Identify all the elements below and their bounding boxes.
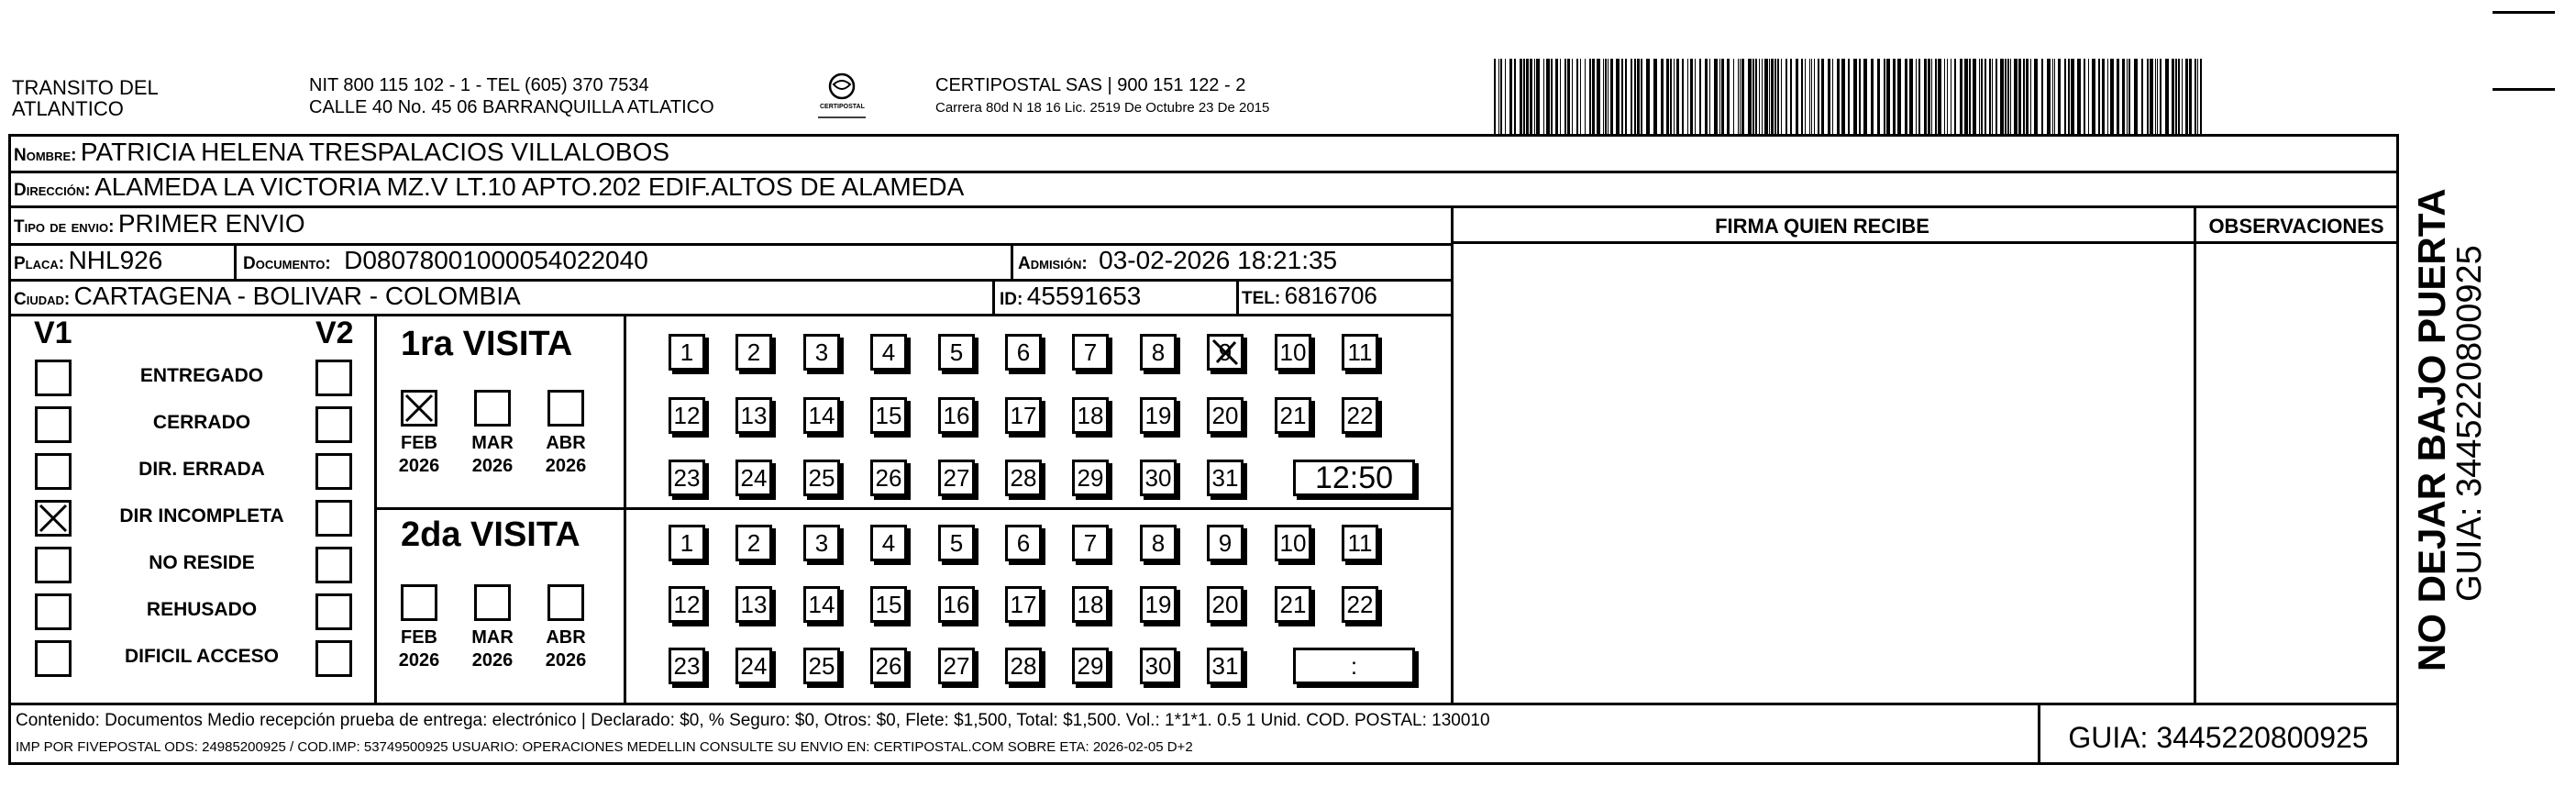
shipping-type-field (14, 209, 305, 238)
document-field (243, 246, 648, 275)
shipping-type-value: PRIMER ENVIO (117, 209, 305, 238)
day-box[interactable]: 5 (938, 334, 975, 371)
day-box[interactable]: 11 (1342, 525, 1378, 561)
month-name: MAR (471, 433, 514, 453)
city-field (14, 282, 521, 311)
time-box[interactable]: 12:50 (1293, 460, 1415, 496)
logo-text: CERTIPOSTAL (820, 104, 865, 110)
day-box[interactable]: 8 (1140, 525, 1177, 561)
address-field (14, 172, 964, 202)
month-label (465, 626, 520, 672)
month-name: ABR (546, 627, 586, 648)
day-box[interactable]: 12 (669, 586, 705, 623)
month-checkbox[interactable] (401, 584, 437, 621)
side-guia: GUIA: 3445220800925 (2450, 245, 2489, 602)
observations-area[interactable] (2201, 248, 2394, 697)
day-box[interactable]: 23 (669, 460, 705, 496)
day-box[interactable]: 6 (1005, 334, 1042, 371)
day-box[interactable]: 5 (938, 525, 975, 561)
month-label (538, 626, 593, 672)
v1-checkbox[interactable] (35, 500, 72, 537)
tel-label: TEL: (1242, 289, 1281, 308)
month-year: 2026 (398, 650, 440, 671)
v1-checkbox[interactable] (35, 453, 72, 490)
v2-label: V2 (315, 316, 354, 350)
day-box[interactable]: 8 (1140, 334, 1177, 371)
day-box[interactable]: 21 (1275, 397, 1311, 434)
v1-checkbox[interactable] (35, 406, 72, 443)
sender-name-line2: ATLANTICO (12, 97, 124, 120)
divider-document (1011, 243, 1013, 280)
name-value: PATRICIA HELENA TRESPALACIOS VILLALOBOS (80, 138, 670, 166)
content-line: Contenido: Documentos Medio recepción prueba de entrega: electrónico | Declarado: $0, % Seguro: $0, Otros: $0, Flete: $1,500, Total: $1,500. Vol.: 1*1*1. 0.5 1 Unid. COD. POSTAL: 130010 (16, 711, 1490, 730)
month-name: FEB (401, 433, 437, 453)
day-box[interactable]: 26 (870, 648, 907, 684)
day-box[interactable]: 4 (870, 525, 907, 561)
v1-checkbox[interactable] (35, 360, 72, 396)
month-label (392, 432, 447, 478)
id-field (1000, 282, 1141, 311)
edge-mark-top (2493, 11, 2555, 14)
month-label (392, 626, 447, 672)
day-box[interactable]: 7 (1072, 334, 1109, 371)
day-box[interactable]: 2 (735, 525, 772, 561)
carrier-license: Carrera 80d N 18 16 Lic. 2519 De Octubre 23 De 2015 (935, 100, 1270, 116)
month-year: 2026 (471, 456, 514, 476)
certipostal-logo (814, 72, 869, 121)
month-checkbox[interactable] (547, 584, 584, 621)
signature-label: FIRMA QUIEN RECIBE (1715, 215, 1929, 238)
day-box[interactable]: 29 (1072, 648, 1109, 684)
v1-checkbox[interactable] (35, 547, 72, 583)
carrier-name: CERTIPOSTAL SAS | 900 151 122 - 2 (935, 75, 1246, 95)
reason-label: NO RESIDE (149, 552, 255, 573)
day-box[interactable]: 28 (1005, 460, 1042, 496)
day-box[interactable]: 18 (1072, 397, 1109, 434)
city-label: Ciudad: (14, 290, 71, 309)
document-value: D08078001000054022040 (344, 246, 648, 274)
day-box[interactable]: 3 (803, 525, 840, 561)
day-box[interactable]: 27 (938, 460, 975, 496)
day-box[interactable]: 6 (1005, 525, 1042, 561)
admission-label: Admisión: (1018, 254, 1088, 273)
day-box[interactable]: 20 (1207, 397, 1244, 434)
v1-checkbox[interactable] (35, 593, 72, 630)
name-label: Nombre: (14, 146, 77, 165)
month-year: 2026 (398, 456, 440, 476)
month-label (465, 432, 520, 478)
day-box[interactable]: 3 (803, 334, 840, 371)
day-box[interactable]: 10 (1275, 334, 1311, 371)
v2-checkbox[interactable] (315, 593, 352, 630)
month-name: FEB (401, 627, 437, 648)
day-box[interactable]: 2 (735, 334, 772, 371)
footer-guia: GUIA: 3445220800925 (2068, 721, 2369, 754)
shipping-type-label: Tipo de envio: (14, 217, 115, 237)
month-year: 2026 (545, 650, 587, 671)
day-box[interactable]: 1 (669, 525, 705, 561)
month-name: ABR (546, 433, 586, 453)
v1-checkbox[interactable] (35, 640, 72, 677)
day-box[interactable]: 1 (669, 334, 705, 371)
imp-line: IMP POR FIVEPOSTAL ODS: 24985200925 / COD.IMP: 53749500925 USUARIO: OPERACIONES MEDELLIN CONSULTE SU ENVIO EN: CERTIPOSTAL.COM SOBRE ETA: 2026-02-05 D+2 (16, 739, 1193, 755)
signature-area[interactable] (1458, 248, 2187, 697)
day-box[interactable]: 24 (735, 648, 772, 684)
sender-nit: NIT 800 115 102 - 1 - TEL (605) 370 7534 (309, 75, 649, 95)
plate-label: Placa: (14, 254, 65, 273)
day-box[interactable]: 21 (1275, 586, 1311, 623)
v2-checkbox[interactable] (315, 453, 352, 490)
day-box[interactable]: 16 (938, 586, 975, 623)
day-box[interactable]: 4 (870, 334, 907, 371)
reason-label: CERRADO (152, 412, 251, 433)
day-box[interactable]: 12 (669, 397, 705, 434)
day-box[interactable]: 13 (735, 397, 772, 434)
day-box[interactable]: 14 (803, 397, 840, 434)
day-box[interactable]: 26 (870, 460, 907, 496)
day-box[interactable]: 24 (735, 460, 772, 496)
reason-label: REHUSADO (146, 599, 258, 620)
divider-id (1236, 279, 1239, 315)
time-box[interactable]: : (1293, 648, 1415, 684)
address-label: Dirección: (14, 181, 91, 200)
plate-value: NHL926 (68, 246, 163, 274)
id-value: 45591653 (1026, 282, 1142, 310)
v2-checkbox[interactable] (315, 547, 352, 583)
reason-label: ENTREGADO (139, 365, 264, 386)
address-value: ALAMEDA LA VICTORIA MZ.V LT.10 APTO.202 EDIF.ALTOS DE ALAMEDA (94, 172, 965, 201)
day-box[interactable]: 7 (1072, 525, 1109, 561)
side-warning: NO DEJAR BAJO PUERTA (2410, 188, 2453, 671)
day-box[interactable]: 17 (1005, 397, 1042, 434)
day-box[interactable]: 30 (1140, 460, 1177, 496)
day-box[interactable]: 31 (1207, 460, 1244, 496)
divider-visits (374, 507, 1453, 510)
sender-address: CALLE 40 No. 45 06 BARRANQUILLA ATLATICO (309, 97, 714, 117)
reason-label: DIR. ERRADA (138, 459, 265, 480)
tel-value: 6816706 (1284, 282, 1377, 309)
day-box[interactable]: 14 (803, 586, 840, 623)
day-box[interactable]: 15 (870, 586, 907, 623)
day-number: 9 (1218, 338, 1233, 366)
day-box[interactable]: 25 (803, 648, 840, 684)
day-box[interactable]: 27 (938, 648, 975, 684)
reason-label: DIFICIL ACCESO (124, 646, 279, 667)
admission-field (1018, 246, 1337, 275)
barcode (1490, 59, 2206, 134)
day-box[interactable]: 25 (803, 460, 840, 496)
day-box[interactable]: 20 (1207, 586, 1244, 623)
edge-mark-mid (2493, 88, 2555, 91)
day-box[interactable]: 13 (735, 586, 772, 623)
day-box[interactable]: 23 (669, 648, 705, 684)
day-box[interactable]: 18 (1072, 586, 1109, 623)
day-box[interactable]: 19 (1140, 397, 1177, 434)
day-box[interactable]: 19 (1140, 586, 1177, 623)
v2-checkbox[interactable] (315, 360, 352, 396)
day-box[interactable]: 11 (1342, 334, 1378, 371)
divider-observations-column (2194, 208, 2196, 703)
month-year: 2026 (471, 650, 514, 671)
divider-signature-column (1451, 208, 1454, 703)
name-field (14, 138, 669, 167)
day-box[interactable]: 16 (938, 397, 975, 434)
reason-label: DIR INCOMPLETA (119, 505, 284, 527)
day-box[interactable]: 28 (1005, 648, 1042, 684)
month-checkbox[interactable] (474, 584, 511, 621)
day-box[interactable]: 31 (1207, 648, 1244, 684)
visit1-title: 1ra VISITA (401, 325, 573, 363)
v2-checkbox[interactable] (315, 406, 352, 443)
v1-label: V1 (34, 316, 72, 350)
month-year: 2026 (545, 456, 587, 476)
month-label (538, 432, 593, 478)
plate-field (14, 246, 162, 275)
day-box[interactable]: 29 (1072, 460, 1109, 496)
day-box[interactable] (1207, 334, 1244, 371)
day-box[interactable]: 30 (1140, 648, 1177, 684)
month-name: MAR (471, 627, 514, 648)
month-checkbox[interactable] (547, 390, 584, 427)
day-box[interactable]: 10 (1275, 525, 1311, 561)
document-label: Documento: (243, 254, 331, 273)
day-box[interactable]: 22 (1342, 586, 1378, 623)
day-box[interactable]: 15 (870, 397, 907, 434)
id-label: ID: (1000, 290, 1023, 309)
day-box[interactable]: 17 (1005, 586, 1042, 623)
month-checkbox[interactable] (401, 390, 437, 427)
v2-checkbox[interactable] (315, 640, 352, 677)
month-checkbox[interactable] (474, 390, 511, 427)
city-value: CARTAGENA - BOLIVAR - COLOMBIA (73, 282, 521, 310)
divider-signature (1453, 241, 2399, 244)
day-box[interactable]: 22 (1342, 397, 1378, 434)
visit2-title: 2da VISITA (401, 515, 580, 554)
divider-city (992, 279, 995, 315)
admission-value: 03-02-2026 18:21:35 (1099, 246, 1338, 274)
sender-name-line1: TRANSITO DEL (12, 76, 159, 99)
tel-field (1242, 282, 1377, 310)
v2-checkbox[interactable] (315, 500, 352, 537)
observations-label: OBSERVACIONES (2208, 215, 2384, 238)
day-box[interactable]: 9 (1207, 525, 1244, 561)
divider-plate (234, 243, 237, 280)
